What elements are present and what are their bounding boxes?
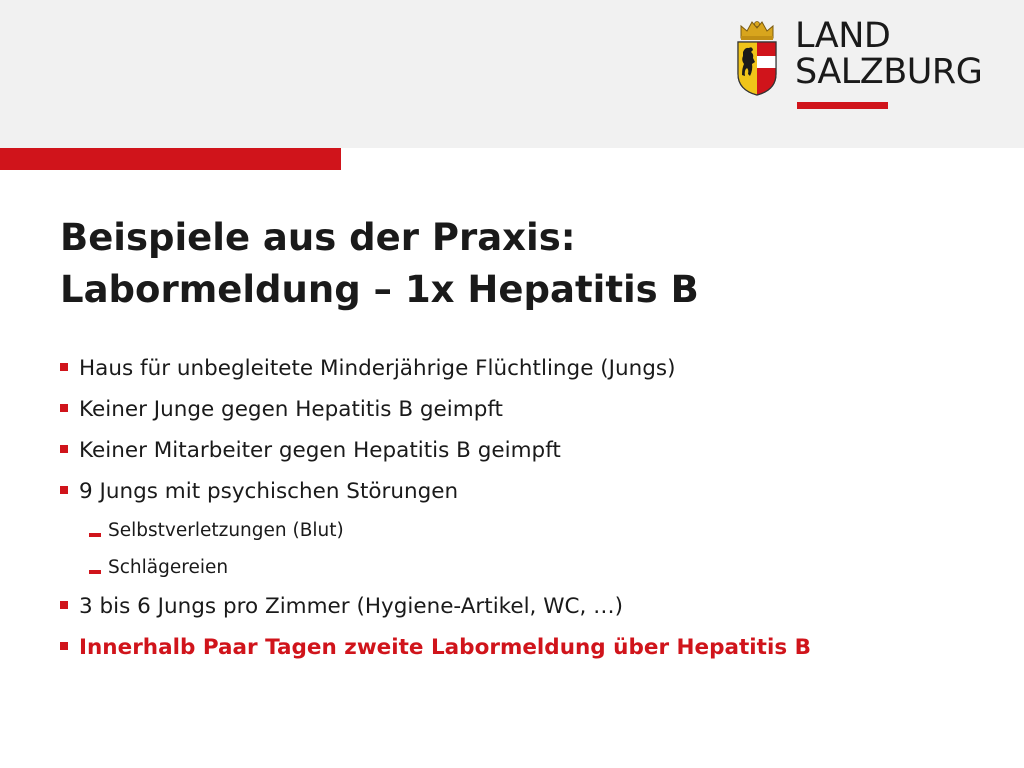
- slide-title: [60, 212, 699, 316]
- logo-line-land: LAND: [795, 16, 891, 56]
- sub-bullet-text: Selbstverletzungen (Blut): [108, 520, 344, 541]
- logo-underline: [797, 102, 888, 109]
- bullet-list: [60, 348, 811, 668]
- slide-title-line-1: Beispiele aus der Praxis:: [60, 216, 576, 259]
- square-bullet-icon: [60, 445, 68, 453]
- bullet-text: Keiner Junge gegen Hepatitis B geimpft: [79, 397, 503, 422]
- sub-bullet-text: Schlägereien: [108, 557, 229, 578]
- bullet-text: Haus für unbegleitete Minderjährige Flüchtlinge (Jungs): [79, 356, 676, 381]
- bullet-item: [60, 586, 811, 627]
- square-bullet-icon: [60, 486, 68, 494]
- highlighted-bullet-text: Innerhalb Paar Tagen zweite Labormeldung über Hepatitis B: [79, 635, 811, 660]
- slide-title-line-2: Labormeldung – 1x Hepatitis B: [60, 268, 699, 311]
- square-bullet-icon: [60, 363, 68, 371]
- dash-bullet-icon: [89, 533, 101, 537]
- square-bullet-icon: [60, 601, 68, 609]
- bullet-text: 9 Jungs mit psychischen Störungen: [79, 479, 459, 504]
- square-bullet-icon: [60, 642, 68, 650]
- square-bullet-icon: [60, 404, 68, 412]
- sub-bullet-item: [60, 549, 811, 586]
- land-salzburg-logo: [735, 18, 997, 113]
- bullet-item: [60, 348, 811, 389]
- logo-line-salzburg: SALZBURG: [795, 52, 983, 92]
- bullet-item: [60, 389, 811, 430]
- logo-wordmark: [795, 18, 982, 90]
- bullet-text: 3 bis 6 Jungs pro Zimmer (Hygiene-Artikel, WC, …): [79, 594, 624, 619]
- bullet-item: [60, 430, 811, 471]
- sub-bullet-item: [60, 512, 811, 549]
- salzburg-coat-of-arms-icon: [735, 18, 779, 96]
- bullet-item: [60, 471, 811, 512]
- accent-bar: [0, 148, 341, 170]
- dash-bullet-icon: [89, 570, 101, 574]
- highlighted-bullet-item: [60, 627, 811, 668]
- bullet-text: Keiner Mitarbeiter gegen Hepatitis B geimpft: [79, 438, 561, 463]
